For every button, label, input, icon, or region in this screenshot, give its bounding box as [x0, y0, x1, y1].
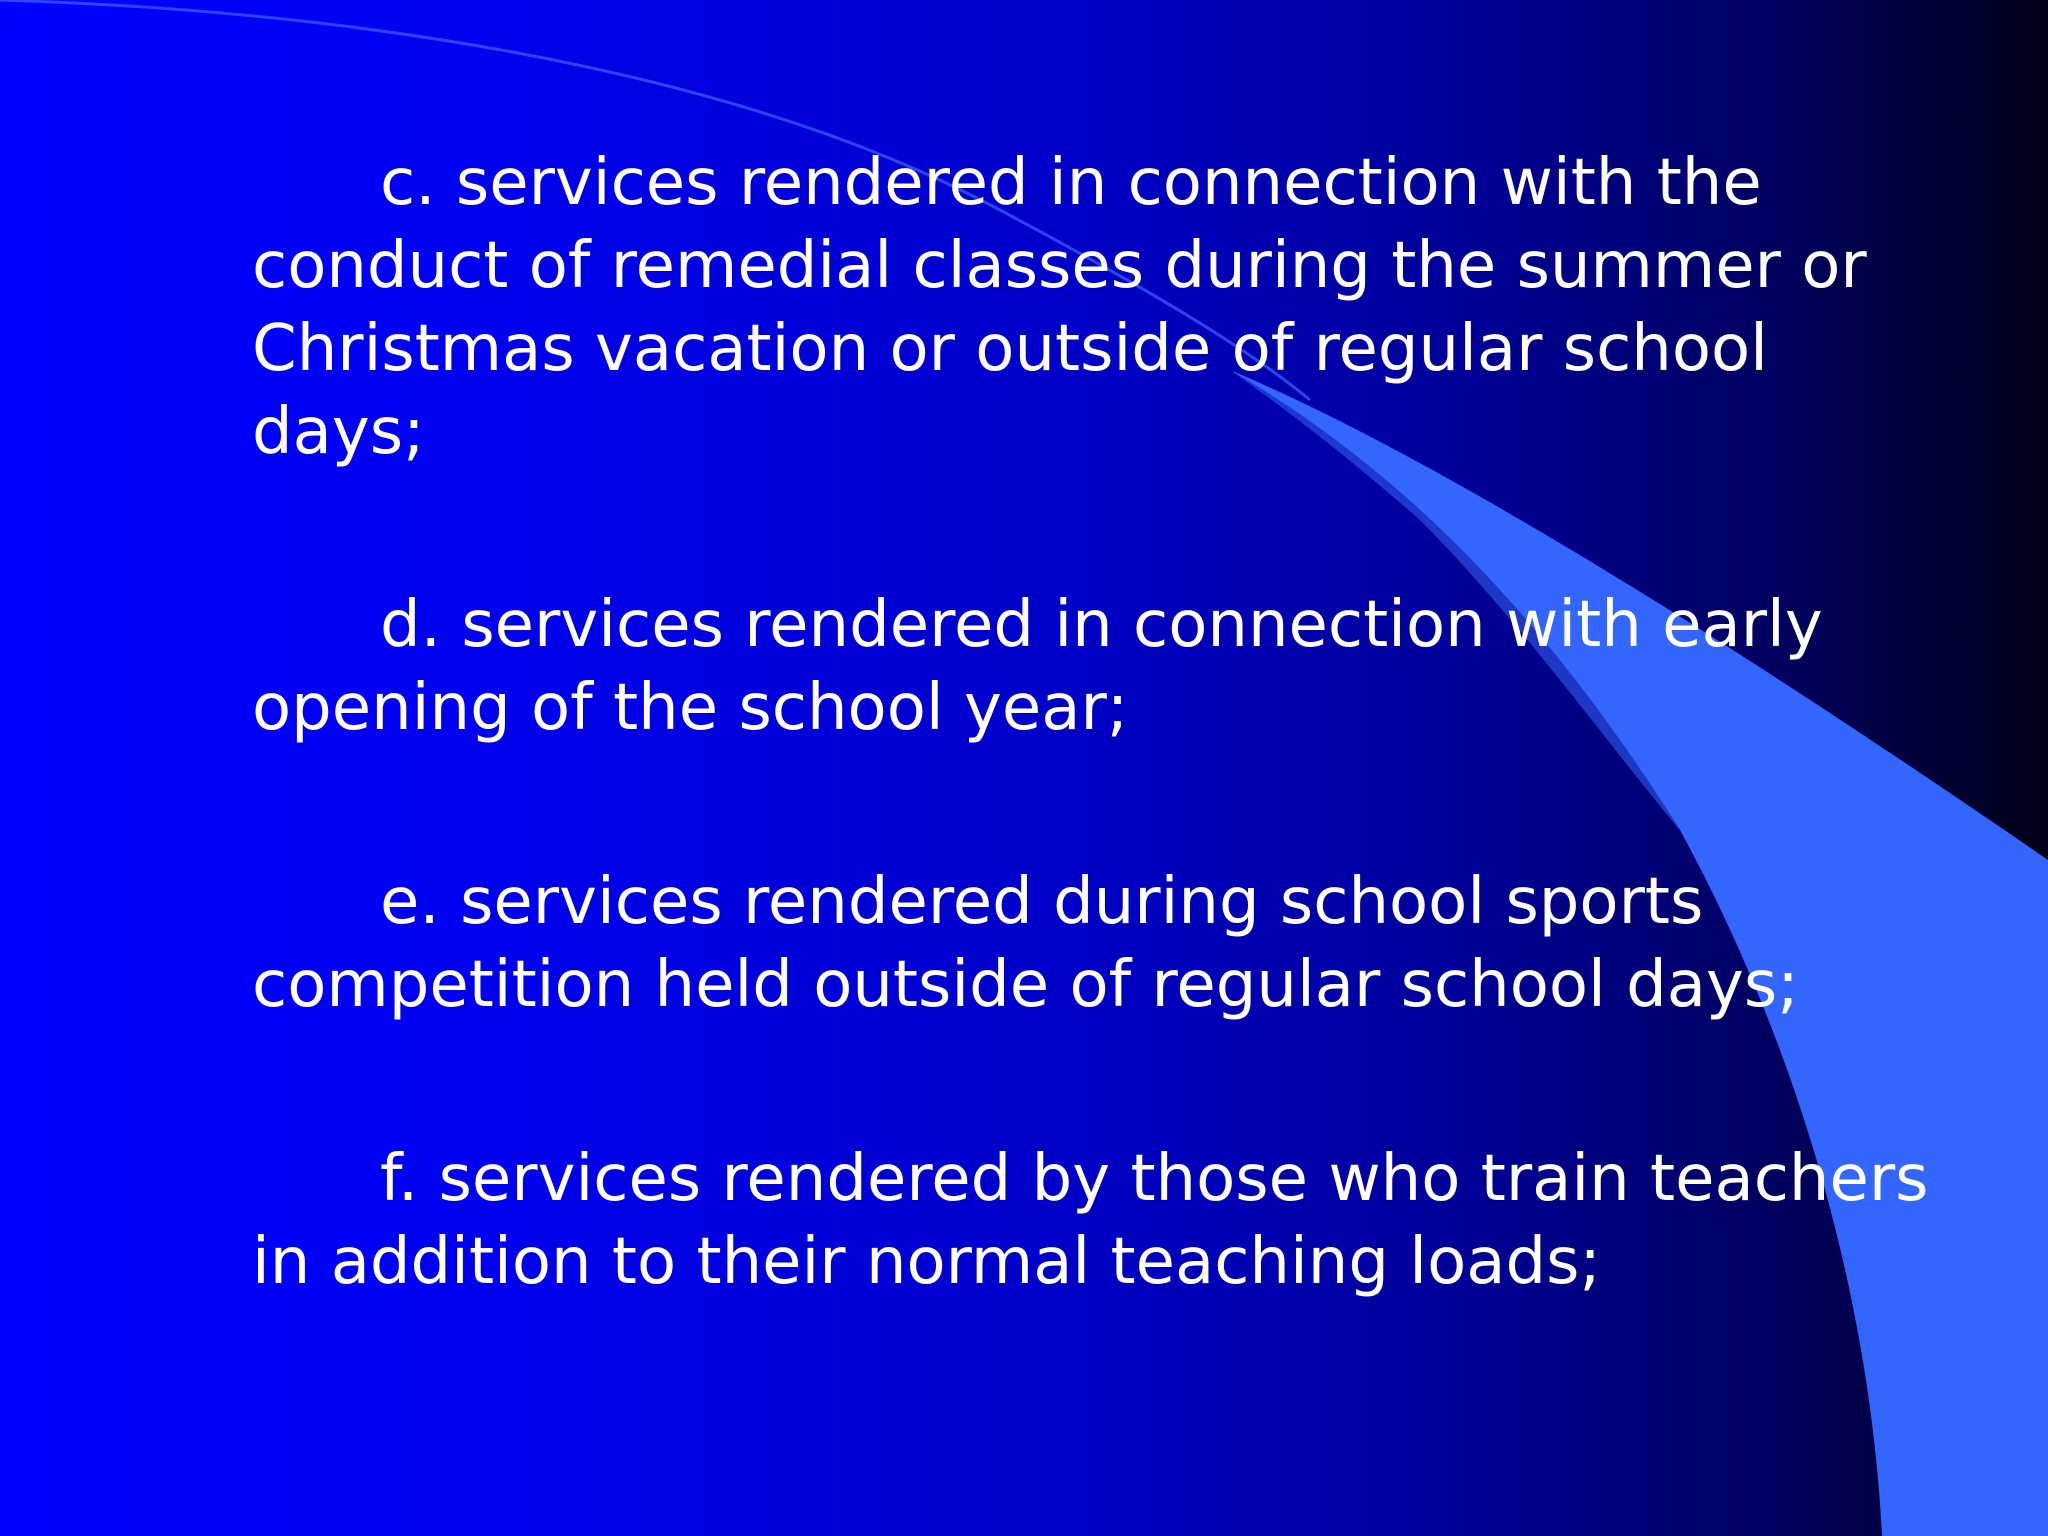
- slide-content: [252, 142, 1952, 1304]
- paragraph-d: d. services rendered in connection with early opening of the school year;: [252, 588, 1823, 745]
- paragraph-c: c. services rendered in connection with the conduct of remedial classes during the summer or Christmas vacation or outside of regular school days;: [252, 146, 1867, 469]
- paragraph-f: f. services rendered by those who train teachers in addition to their normal teaching loads;: [252, 1142, 1929, 1299]
- paragraph-e: e. services rendered during school sports competition held outside of regular school days;: [252, 865, 1799, 1022]
